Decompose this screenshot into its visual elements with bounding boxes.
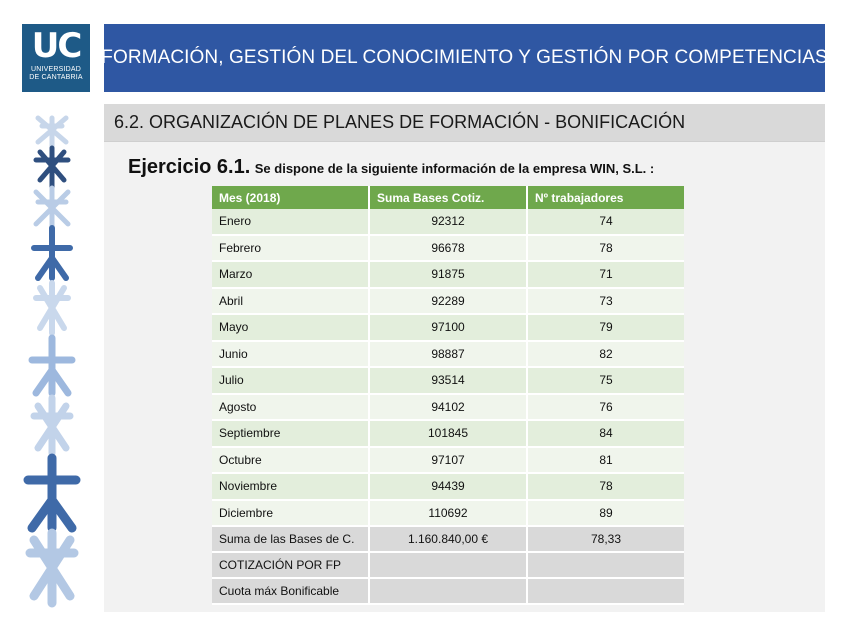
table-row: [212, 209, 684, 235]
table-header-row: [212, 186, 684, 209]
cell-month: Agosto: [212, 394, 369, 421]
cell-month: Febrero: [212, 235, 369, 262]
cell-workers: 74: [527, 209, 684, 235]
table-row: [212, 261, 684, 288]
cell-bases: 94439: [369, 473, 527, 500]
cell-month: Enero: [212, 209, 369, 235]
table-row: [212, 314, 684, 341]
section-title: 6.2. ORGANIZACIÓN DE PLANES DE FORMACIÓN - BONIFICACIÓN: [114, 112, 686, 132]
cell-month: Marzo: [212, 261, 369, 288]
cell-bases: 101845: [369, 420, 527, 447]
cell-month: Mayo: [212, 314, 369, 341]
cell-workers: 89: [527, 500, 684, 527]
logo-letters: UC: [31, 26, 81, 66]
summary-row-cuota: [212, 578, 684, 604]
cell-month: Diciembre: [212, 500, 369, 527]
table-row: [212, 473, 684, 500]
cell-bases: 110692: [369, 500, 527, 527]
table-row: [212, 288, 684, 315]
summary-bases-total: 1.160.840,00 €: [369, 526, 527, 552]
column-header-month: Mes (2018): [212, 186, 369, 209]
cell-bases: 92312: [369, 209, 527, 235]
header-band: [101, 24, 828, 92]
cell-workers: 78: [527, 473, 684, 500]
summary-row-total: [212, 526, 684, 552]
cell-month: Julio: [212, 367, 369, 394]
cell-month: Junio: [212, 341, 369, 368]
logo-line-2: DE CANTABRIA: [29, 74, 83, 81]
cell-workers: 71: [527, 261, 684, 288]
cell-bases: 97107: [369, 447, 527, 474]
cell-bases: 92289: [369, 288, 527, 315]
decorative-figures-art: [14, 108, 90, 608]
section-bar: [104, 104, 825, 142]
cell-workers: 73: [527, 288, 684, 315]
cell-bases: 97100: [369, 314, 527, 341]
cell-bases: 94102: [369, 394, 527, 421]
cell-workers: 76: [527, 394, 684, 421]
cell-workers: 84: [527, 420, 684, 447]
data-table: [212, 186, 684, 605]
table-row: [212, 447, 684, 474]
column-header-workers: Nº trabajadores: [527, 186, 684, 209]
table-row: [212, 341, 684, 368]
logo-line-1: UNIVERSIDAD: [30, 66, 82, 73]
cell-workers: 82: [527, 341, 684, 368]
summary-value: [369, 578, 527, 604]
summary-value: [369, 552, 527, 578]
table-row: [212, 420, 684, 447]
exercise-heading: [128, 156, 654, 179]
exercise-description: Se dispone de la siguiente información de la empresa WIN, S.L. :: [254, 161, 655, 176]
cell-month: Octubre: [212, 447, 369, 474]
cell-bases: 98887: [369, 341, 527, 368]
summary-row-cotizacion: [212, 552, 684, 578]
summary-label: COTIZACIÓN POR FP: [212, 552, 369, 578]
cell-month: Abril: [212, 288, 369, 315]
cell-bases: 93514: [369, 367, 527, 394]
exercise-label: Ejercicio 6.1.: [128, 156, 251, 178]
table-row: [212, 500, 684, 527]
summary-label: Cuota máx Bonificable: [212, 578, 369, 604]
cell-bases: 96678: [369, 235, 527, 262]
summary-workers-average: 78,33: [527, 526, 684, 552]
cell-bases: 91875: [369, 261, 527, 288]
cell-workers: 79: [527, 314, 684, 341]
summary-value: [527, 552, 684, 578]
cell-workers: 78: [527, 235, 684, 262]
cell-workers: 75: [527, 367, 684, 394]
column-header-bases: Suma Bases Cotiz.: [369, 186, 527, 209]
summary-label: Suma de las Bases de C.: [212, 526, 369, 552]
table-row: [212, 367, 684, 394]
cell-month: Septiembre: [212, 420, 369, 447]
cell-workers: 81: [527, 447, 684, 474]
cell-month: Noviembre: [212, 473, 369, 500]
table-row: [212, 235, 684, 262]
table-row: [212, 394, 684, 421]
page-title: FORMACIÓN, GESTIÓN DEL CONOCIMIENTO Y GESTIÓN POR COMPETENCIAS: [101, 47, 828, 68]
summary-value: [527, 578, 684, 604]
university-logo: [22, 24, 90, 92]
